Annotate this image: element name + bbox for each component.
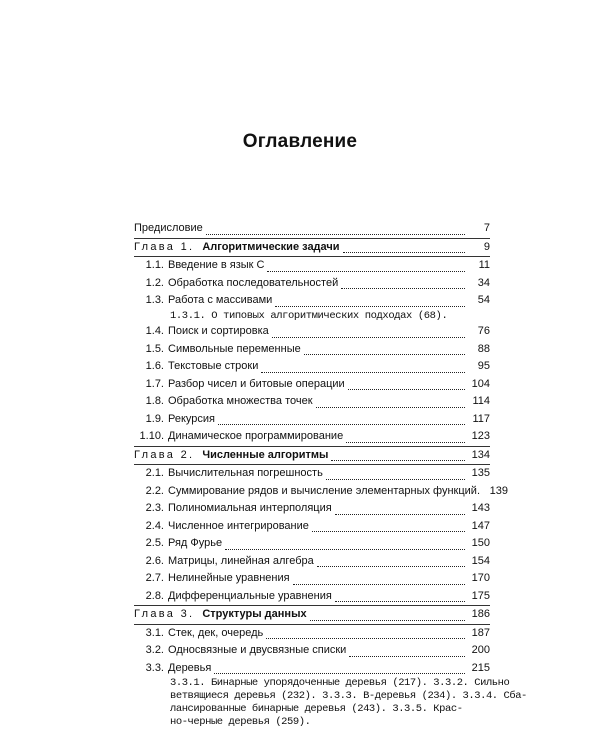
toc-entry-page: 139 [489, 484, 509, 497]
subsection-note [134, 677, 527, 729]
toc-entry-preface[interactable] [134, 220, 490, 238]
toc-entry-page: 11 [478, 259, 490, 271]
toc-entry-page: 117 [472, 412, 490, 425]
toc-entry-page: 123 [471, 430, 490, 442]
toc-entry-label: Численное интегрирование [168, 519, 309, 532]
toc-entry-page: 143 [471, 502, 490, 514]
section-number: 3.2. [145, 644, 164, 656]
chapter-title: Численные алгоритмы [202, 448, 329, 461]
toc-entry[interactable] [134, 393, 490, 411]
section-number: 2.5. [145, 537, 164, 549]
toc-entry-label: Введение в язык C [168, 259, 265, 271]
subsection-note-line: но-черные деревья (259). [170, 716, 311, 728]
toc-entry-page: 154 [471, 554, 490, 567]
toc-entry-label: Рекурсия [168, 412, 216, 425]
toc-entry-page: 7 [483, 222, 490, 234]
toc-entry[interactable] [134, 642, 490, 660]
toc-entry[interactable] [134, 500, 490, 518]
toc-entry[interactable] [134, 483, 509, 501]
toc-entry[interactable] [134, 660, 490, 678]
section-number: 2.7. [145, 572, 164, 584]
toc-entry-label: Ряд Фурье [168, 537, 223, 549]
toc-entry[interactable] [134, 341, 490, 359]
toc-entry-page: 88 [477, 342, 490, 355]
toc-entry[interactable] [134, 358, 490, 376]
toc-entry-label: Символьные переменные [168, 342, 301, 355]
toc-entry[interactable] [134, 257, 490, 275]
toc-entry[interactable] [134, 411, 490, 429]
toc-entry-label: Нелинейные уравнения [168, 572, 290, 584]
toc-entry[interactable] [134, 292, 490, 310]
subsection-note-line: лансированные бинарные деревья (243). 3.3.5. Крас- [170, 703, 463, 715]
leader-dots [312, 530, 465, 532]
toc-chapter-3[interactable] [134, 606, 490, 624]
table-of-contents [134, 220, 527, 729]
toc-entry-label: Матрицы, линейная алгебра [168, 554, 314, 567]
leader-dots [275, 305, 465, 307]
toc-entry-label: Обработка последовательностей [168, 276, 339, 289]
toc-entry-page: 34 [477, 276, 490, 289]
leader-dots [214, 672, 465, 674]
leader-dots [316, 406, 465, 408]
subsection-note-line: 3.3.1. Бинарные упорядоченные деревья (217). 3.3.2. Сильно [170, 677, 510, 689]
toc-entry[interactable] [134, 323, 490, 341]
section-number: 2.2. [145, 484, 164, 497]
toc-entry-page: 186 [471, 608, 490, 620]
section-number: 1.5. [145, 342, 164, 355]
chapter-title: Структуры данных [202, 608, 307, 620]
section-number: 1.7. [145, 377, 164, 390]
toc-entry-label: Обработка множества точек [168, 395, 313, 407]
chapter-prefix: Глава 2. [134, 448, 195, 461]
section-number: 3.3. [145, 661, 164, 674]
toc-entry-page: 215 [471, 661, 490, 674]
leader-dots [266, 637, 465, 639]
toc-entry[interactable] [134, 625, 490, 643]
toc-entry-page: 54 [477, 294, 490, 306]
leader-dots [341, 287, 465, 289]
section-number: 1.4. [145, 325, 164, 337]
toc-entry-page: 9 [483, 240, 490, 253]
section-number: 1.3. [145, 294, 164, 306]
leader-dots [267, 270, 465, 272]
toc-entry-page: 135 [471, 467, 490, 479]
toc-entry-label: Суммирование рядов и вычисление элементарных функций. [168, 484, 481, 497]
section-number: 1.8. [145, 395, 164, 407]
toc-entry[interactable] [134, 376, 490, 394]
toc-entry-page: 170 [471, 572, 490, 584]
toc-entry-label: Предисловие [134, 222, 203, 234]
section-number: 1.6. [145, 360, 164, 372]
leader-dots [304, 353, 465, 355]
section-number: 2.8. [145, 589, 164, 602]
toc-entry-label: Деревья [168, 661, 212, 674]
toc-entry-page: 104 [471, 377, 490, 390]
toc-entry-label: Стек, дек, очередь [168, 626, 264, 639]
section-number: 1.9. [145, 412, 164, 425]
toc-entry-label: Разбор чисел и битовые операции [168, 377, 345, 390]
toc-entry[interactable] [134, 428, 490, 446]
toc-entry[interactable] [134, 535, 490, 553]
toc-entry-label: Вычислительная погрешность [168, 467, 323, 479]
section-number: 3.1. [145, 626, 164, 639]
toc-entry[interactable] [134, 518, 490, 536]
toc-entry[interactable] [134, 553, 490, 571]
toc-entry-page: 95 [477, 360, 490, 372]
toc-entry-page: 150 [471, 537, 490, 549]
chapter-prefix: Глава 1. [134, 240, 195, 253]
leader-dots [331, 459, 465, 461]
toc-entry-page: 114 [472, 395, 490, 407]
leader-dots [293, 583, 465, 585]
leader-dots [225, 548, 465, 550]
leader-dots [348, 388, 465, 390]
leader-dots [218, 423, 465, 425]
toc-entry-page: 175 [471, 589, 490, 602]
section-number: 2.6. [145, 554, 164, 567]
leader-dots [335, 600, 465, 602]
section-number: 1.10. [139, 430, 164, 442]
leader-dots [335, 513, 465, 515]
section-number: 2.3. [145, 502, 164, 514]
toc-entry-label: Поиск и сортировка [168, 325, 269, 337]
leader-dots [261, 371, 465, 373]
leader-dots [346, 441, 465, 443]
leader-dots [343, 251, 465, 253]
chapter-prefix: Глава 3. [134, 608, 195, 620]
toc-entry-label: Односвязные и двусвязные списки [168, 644, 347, 656]
toc-entry-page: 200 [471, 644, 490, 656]
toc-entry[interactable] [134, 465, 490, 483]
toc-entry-page: 134 [471, 448, 490, 461]
toc-entry-page: 187 [471, 626, 490, 639]
subsection-note-line: ветвящиеся деревья (232). 3.3.3. B-деревья (234). 3.3.4. Сба- [170, 690, 527, 702]
toc-chapter-2[interactable] [134, 447, 490, 465]
leader-dots [272, 336, 465, 338]
toc-entry[interactable] [134, 588, 490, 606]
leader-dots [326, 478, 465, 480]
leader-dots [206, 233, 465, 235]
section-number: 2.4. [145, 519, 164, 532]
chapter-title: Алгоритмические задачи [202, 240, 340, 253]
toc-entry-page: 76 [477, 325, 490, 337]
leader-dots [349, 655, 465, 657]
toc-entry-label: Дифференциальные уравнения [168, 589, 332, 602]
section-number: 1.2. [145, 276, 164, 289]
page-title: Оглавление [242, 131, 358, 152]
section-number: 2.1. [145, 467, 164, 479]
toc-entry-label: Динамическое программирование [168, 430, 344, 442]
toc-entry-label: Полиномиальная интерполяция [168, 502, 332, 514]
subsection-note: 1.3.1. О типовых алгоритмических подходах (68). [170, 309, 448, 322]
section-number: 1.1. [145, 259, 164, 271]
toc-chapter-1[interactable] [134, 239, 490, 257]
leader-dots [317, 565, 465, 567]
toc-entry-label: Работа с массивами [168, 294, 273, 306]
leader-dots [310, 619, 465, 621]
toc-entry[interactable] [134, 570, 490, 588]
toc-entry[interactable] [134, 275, 490, 293]
toc-entry-label: Текстовые строки [168, 360, 259, 372]
toc-entry-page: 147 [471, 519, 490, 532]
